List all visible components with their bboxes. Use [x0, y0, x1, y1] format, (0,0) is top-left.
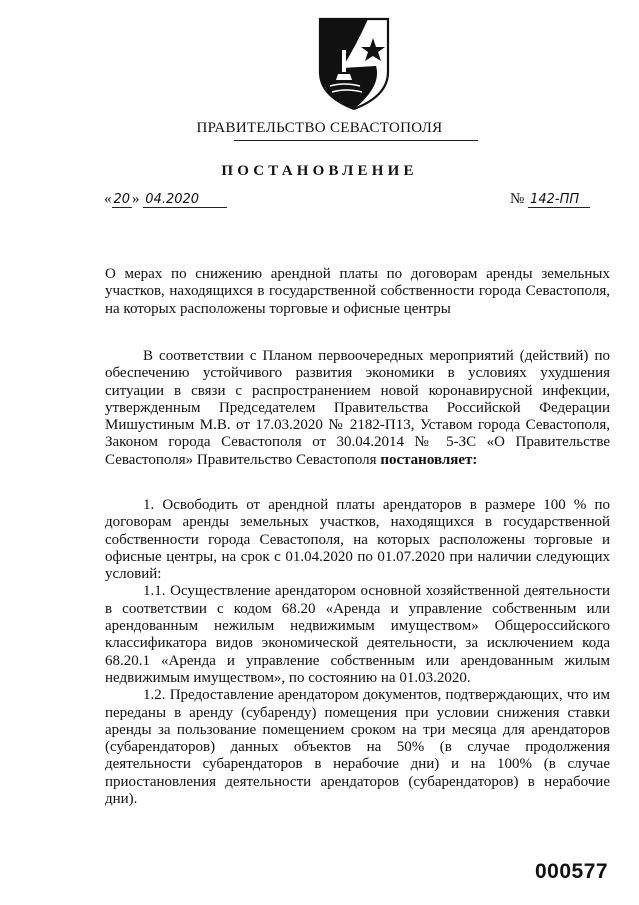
government-name: ПРАВИТЕЛЬСТВО СЕВАСТОПОЛЯ	[196, 120, 443, 136]
document-number	[510, 191, 590, 208]
item-1: 1. Освободить от арендной платы арендаторов в размере 100 % по договорам аренды земельных участков, находящихся в государственной собственности города Севастополя, на которых расположены торговые и офисные центры, на срок с 01.04.2020 по 01.07.2020 при наличии следующих условий:	[105, 497, 610, 583]
title-text: О мерах по снижению арендной платы по договорам аренды земельных участков, находящихся в государственной собственности города Севастополя, на которых расположены торговые и офисные центры	[105, 266, 610, 317]
number-prefix: №	[510, 191, 525, 207]
number-value: 142-ПП	[528, 192, 590, 208]
item-1-1: 1.1. Осуществление арендатором основной хозяйственной деятельности в соответствии с кодом 68.20 «Аренда и управление собственным или арендованным нежилым недвижимым имуществом» Общероссийского классификатора видов экономической деятельности, за исключением кода 68.20.1 «Аренда и управление собственным или арендованным жилым недвижимым имуществом», по состоянию на 01.03.2020.	[105, 583, 610, 686]
preamble-resolves: постановляет:	[380, 451, 478, 468]
date-quote-close: »	[132, 191, 140, 207]
date-day: 20	[113, 192, 131, 207]
document-date	[104, 191, 227, 208]
resolution-items	[105, 497, 610, 808]
header-divider	[234, 140, 478, 141]
serial-number: 000577	[535, 860, 609, 883]
date-month-year: 04.2020	[143, 192, 227, 208]
item-1-2: 1.2. Предоставление арендатором документов, подтверждающих, что им переданы в аренду (субаренду) помещения при условии снижения ставки аренды за пользование помещением сроком на три месяца для арендаторов (субарендаторов) данных объектов на 50% (в случае продолжения деятельности субарендаторов в нерабочие дни) и на 100% (в случае приостановления деятельности арендаторов (субарендаторов) в нерабочие дни).	[105, 687, 610, 808]
document-title	[105, 266, 610, 318]
preamble-text: В соответствии с Планом первоочередных мероприятий (действий) по обеспечению устойчивого развития экономики в условиях ухудшения ситуации в связи с распространением новой коронавирусной инфекции, утвержденным Председателем Правительства Российской Федерации Мишустиным М.В. от 17.03.2020 № 2182-П13, Уставом города Севастополя, Законом города Севастополя от 30.04.2014 № 5-ЗС «О Правительстве Севастополя» Правительство Севастополя	[105, 348, 610, 468]
coat-of-arms-icon	[316, 16, 392, 112]
preamble	[105, 348, 610, 469]
preamble-paragraph	[105, 348, 610, 469]
date-quote-open: «	[104, 191, 112, 207]
document-type: ПОСТАНОВЛЕНИЕ	[221, 163, 418, 179]
